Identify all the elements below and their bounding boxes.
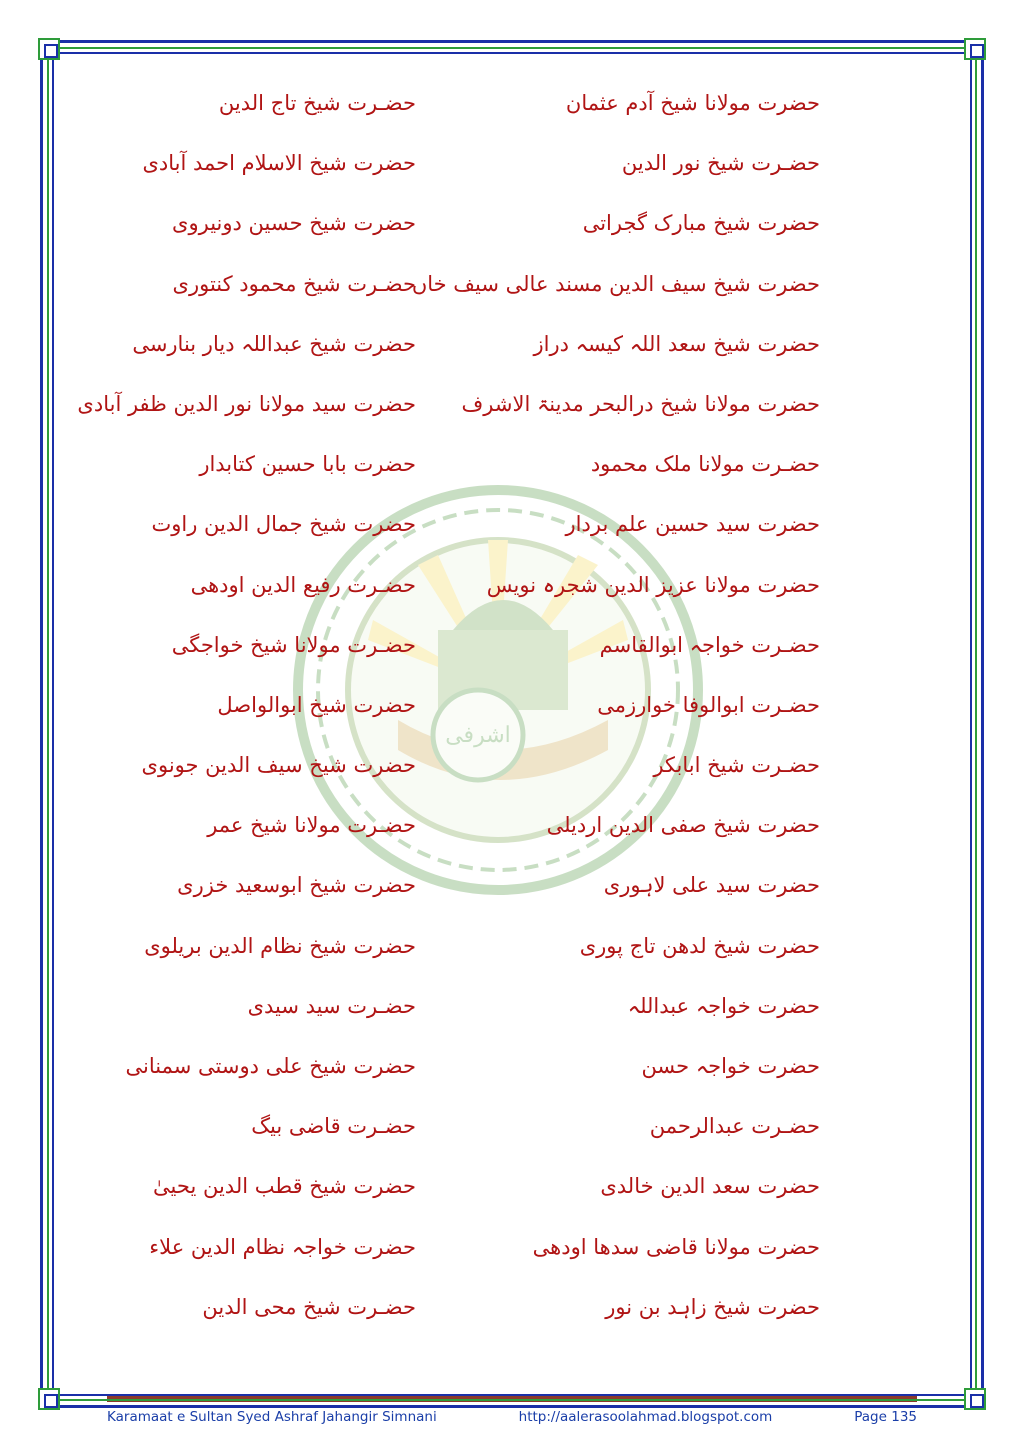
list-item: حضرت شیخ صفی الدین اردیلی — [546, 813, 820, 838]
list-item: حضرت شیخ ابوسعید خزری — [177, 873, 416, 898]
list-item: حضرت مولانا قاضی سدھا اودھی — [532, 1234, 820, 1259]
list-item: حضـرت خواجہ ابوالقاسم — [599, 632, 820, 657]
left-column — [77, 78, 416, 1342]
list-item: حضـرت شیخ محمود کنتوری — [172, 271, 416, 296]
list-item: حضرت شیخ عبداللہ دیار بنارسی — [132, 331, 416, 356]
footer-book-title: Karamaat e Sultan Syed Ashraf Jahangir Simnani — [107, 1409, 437, 1425]
watermark-text: اشرفی — [445, 723, 511, 748]
corner-ornament-top-right — [964, 38, 986, 60]
list-item: حضرت شیخ ابوالواصل — [217, 692, 416, 717]
list-item: حضرت مولانا شیخ درالبحر مدینۃ الاشرف — [461, 391, 820, 416]
list-item: حضرت شیخ لدھن تاج پوری — [579, 933, 820, 958]
list-item: حضرت خواجہ نظام الدین علاء — [149, 1234, 416, 1259]
list-item: حضرت خواجہ عبداللہ — [627, 993, 820, 1018]
right-column — [411, 78, 820, 1342]
page-footer — [107, 1409, 917, 1425]
list-item: حضرت شیخ سیف الدین مسند عالی سیف خاں — [411, 271, 820, 296]
list-item: حضـرت عبدالرحمن — [649, 1114, 820, 1139]
list-item: حضرت شیخ علی دوستی سمنانی — [125, 1054, 416, 1078]
list-item: حضـرت شیخ تاج الدین — [218, 91, 416, 115]
corner-ornament-bottom-right — [964, 1388, 986, 1410]
list-item: حضرت بابا حسین کتابدار — [199, 452, 416, 477]
footer-page-number: Page 135 — [854, 1409, 917, 1425]
footer-divider-thin — [107, 1401, 917, 1402]
list-item: حضرت مولانا عزیز الدین شجرہ نویس — [486, 572, 820, 597]
list-item: حضرت شیخ الاسلام احمد آبادی — [142, 151, 416, 176]
list-item: حضرت مولانا شیخ آدم عثمان — [565, 91, 820, 115]
corner-ornament-bottom-left — [38, 1388, 60, 1410]
list-item: حضـرت مولانا شیخ عمر — [207, 813, 416, 838]
list-item: حضـرت سید سیدی — [247, 993, 416, 1018]
footer-divider — [107, 1396, 917, 1399]
list-item: حضـرت مولانا شیخ خواجگی — [171, 632, 416, 657]
list-item: حضرت شیخ نظام الدین بریلوی — [144, 933, 416, 958]
list-item: حضـرت قاضی بیگ — [251, 1114, 416, 1139]
list-item: حضـرت مولانا ملک محمود — [590, 452, 820, 477]
list-item: حضرت شیخ قطب الدین یحییٰ — [153, 1174, 416, 1199]
list-item: حضـرت رفیع الدین اودھی — [190, 572, 416, 597]
corner-ornament-top-left — [38, 38, 60, 60]
list-item: حضرت شیخ جمال الدین راوت — [151, 512, 416, 537]
list-item: حضرت شیخ مبارک گجراتی — [582, 211, 820, 236]
list-item: حضـرت ابوالوفا خوارزمی — [597, 692, 820, 717]
footer-url-link[interactable]: http://aalerasoolahmad.blogspot.com — [518, 1409, 773, 1425]
list-item: حضرت سید حسین علم بردار — [565, 512, 820, 537]
list-item: حضرت شیخ زاہد بن نور — [605, 1294, 820, 1319]
list-item: حضـرت شیخ نور الدین — [621, 151, 820, 176]
list-item: حضرت سعد الدین خالدی — [600, 1174, 820, 1199]
list-item: حضرت سید علی لاہوری — [603, 873, 820, 898]
list-item: حضرت شیخ سیف الدین جونوی — [141, 753, 416, 778]
list-item: حضرت خواجہ حسن — [641, 1054, 820, 1078]
list-item: حضرت شیخ سعد اللہ کیسہ دراز — [533, 331, 820, 356]
list-item: حضـرت شیخ محی الدین — [202, 1294, 416, 1319]
list-item: حضـرت شیخ ابابکر — [653, 753, 820, 778]
list-item: حضرت سید مولانا نور الدین ظفر آبادی — [77, 391, 416, 416]
list-item: حضرت شیخ حسین دونیروی — [172, 211, 416, 236]
